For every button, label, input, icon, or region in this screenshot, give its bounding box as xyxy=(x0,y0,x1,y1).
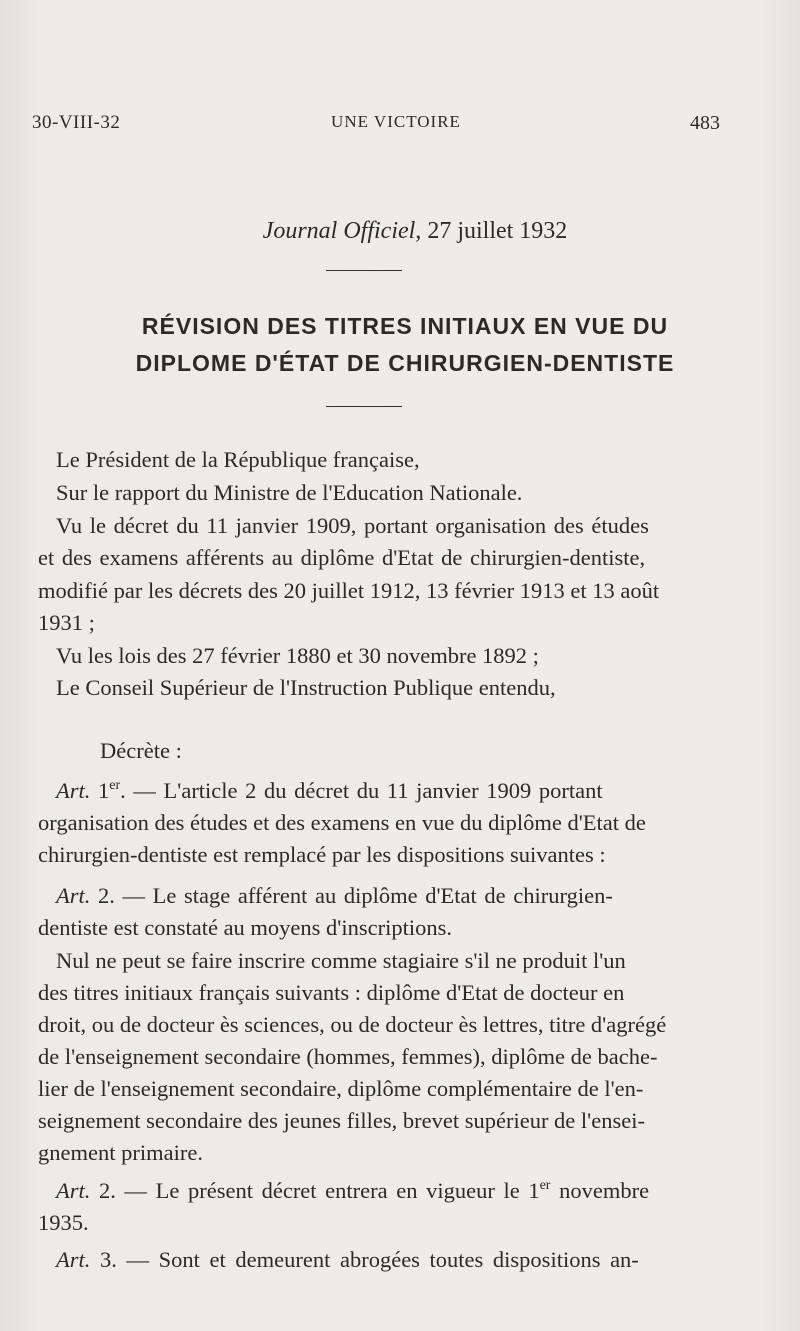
document-title-line2: DIPLOME D'ÉTAT DE CHIRURGIEN-DENTISTE xyxy=(135,350,675,376)
page-header xyxy=(32,112,720,142)
article-3-line xyxy=(56,1244,639,1276)
journal-date: 27 juillet 1932 xyxy=(427,218,568,244)
text-line: de l'enseignement secondaire (hommes, femmes), diplôme de bache- xyxy=(38,1044,658,1069)
journal-reference xyxy=(0,218,800,245)
article-label: Art. xyxy=(56,778,91,803)
text-line: chirurgien-dentiste est remplacé par les dispositions suivantes : xyxy=(38,842,606,867)
article-1-line xyxy=(56,775,603,807)
article-number: 2. xyxy=(99,1178,116,1203)
text-segment: — Sont et demeurent abrogées toutes dispositions an- xyxy=(126,1247,639,1272)
text-line: Vu les lois des 27 février 1880 et 30 novembre 1892 ; xyxy=(56,643,539,668)
text-segment: — Le stage afférent au diplôme d'Etat de chirurgien- xyxy=(122,883,613,908)
article-number: 1 xyxy=(98,778,110,803)
journal-name: Journal Officiel, xyxy=(262,218,422,244)
text-line: Vu le décret du 11 janvier 1909, portant organisation des études xyxy=(56,513,649,538)
text-line: organisation des études et des examens en vue du diplôme d'Etat de xyxy=(38,810,646,835)
text-line: Le Président de la République française, xyxy=(56,447,420,472)
article-label: Art. xyxy=(56,1178,91,1203)
header-date: 30-VIII-32 xyxy=(32,112,121,133)
text-line: 1935. xyxy=(38,1210,89,1235)
text-segment: novembre xyxy=(559,1178,650,1203)
text-line: gnement primaire. xyxy=(38,1140,203,1165)
article-sup: er xyxy=(539,1178,551,1193)
document-title-line1: RÉVISION DES TITRES INITIAUX EN VUE DU xyxy=(141,313,669,339)
article-2-line xyxy=(56,880,613,912)
text-line: Nul ne peut se faire inscrire comme stagiaire s'il ne produit l'un xyxy=(56,948,626,973)
article-2b-line xyxy=(56,1175,649,1207)
article-dot: . xyxy=(120,778,126,803)
text-line: seignement secondaire des jeunes filles, brevet supérieur de l'ensei- xyxy=(38,1108,645,1133)
text-line: 1931 ; xyxy=(38,610,95,635)
decree-heading: Décrète : xyxy=(100,738,182,763)
article-number: 2. xyxy=(98,883,115,908)
text-segment: — L'article 2 du décret du 11 janvier 1909 portant xyxy=(133,778,603,803)
header-title: UNE VICTOIRE xyxy=(331,112,461,131)
text-line: modifié par les décrets des 20 juillet 1912, 13 février 1913 et 13 août xyxy=(38,578,660,603)
article-number: 3. xyxy=(100,1247,117,1272)
article-label: Art. xyxy=(56,1247,91,1272)
text-line: Sur le rapport du Ministre de l'Education Nationale. xyxy=(56,480,523,505)
text-segment: — Le présent décret entrera en vigueur le 1 xyxy=(124,1178,540,1203)
text-line: et des examens afférents au diplôme d'Etat de chirurgien-dentiste, xyxy=(38,545,646,570)
article-sup: er xyxy=(109,778,121,793)
page-number: 483 xyxy=(690,112,720,134)
separator-rule xyxy=(326,270,402,271)
text-line: des titres initiaux français suivants : diplôme d'Etat de docteur en xyxy=(38,980,625,1005)
text-line: lier de l'enseignement secondaire, diplôme complémentaire de l'en- xyxy=(38,1076,644,1101)
text-line: dentiste est constaté au moyens d'inscriptions. xyxy=(38,915,452,940)
separator-rule xyxy=(326,406,402,407)
text-line: Le Conseil Supérieur de l'Instruction Publique entendu, xyxy=(56,675,556,700)
text-line: droit, ou de docteur ès sciences, ou de docteur ès lettres, titre d'agrégé xyxy=(38,1012,667,1037)
article-label: Art. xyxy=(56,883,91,908)
